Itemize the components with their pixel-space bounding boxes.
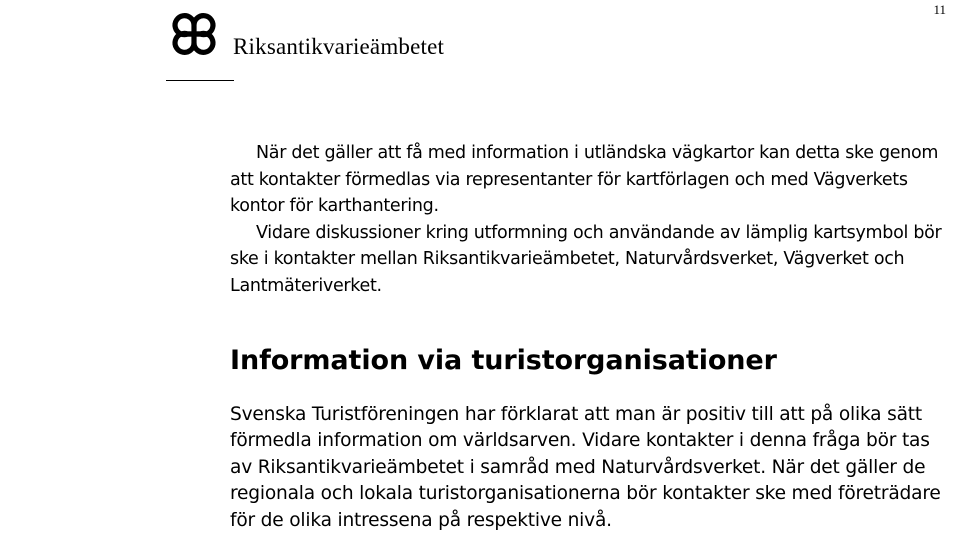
paragraph-map-symbol: Vidare diskussioner kring utformning och användande av lämplig kartsymbol bör ske i kontakter mellan Riksantikvarieämbetet, Naturvårdsverket, Vägverket och Lantmäteriverket. (230, 222, 942, 296)
organization-name: Riksantikvarieämbetet (233, 34, 445, 59)
section-heading: Information via turistorganisationer (230, 344, 777, 376)
document-body (230, 140, 955, 535)
paragraph-tourist-organisations: Svenska Turistföreningen har förklarat att man är positiv till att på olika sätt förmedla information om världsarven. Vidare kontakter i denna fråga bör tas av Riksantikvarieämbetet i samråd med Naturvårdsverket. När det gäller de regionala och lokala turistorganisationerna bör kontakter ske med företrädare för de olika intressena på respektive nivå. (230, 403, 941, 531)
raa-knot-logo-icon (166, 6, 222, 62)
paragraph-maps: När det gäller att få med information i utländska vägkartor kan detta ske genom att kontakter förmedlas via representanter för kartförlagen och med Vägverkets kontor för karthantering. (230, 143, 939, 217)
page-number: 11 (933, 2, 946, 17)
header-divider (166, 80, 234, 81)
